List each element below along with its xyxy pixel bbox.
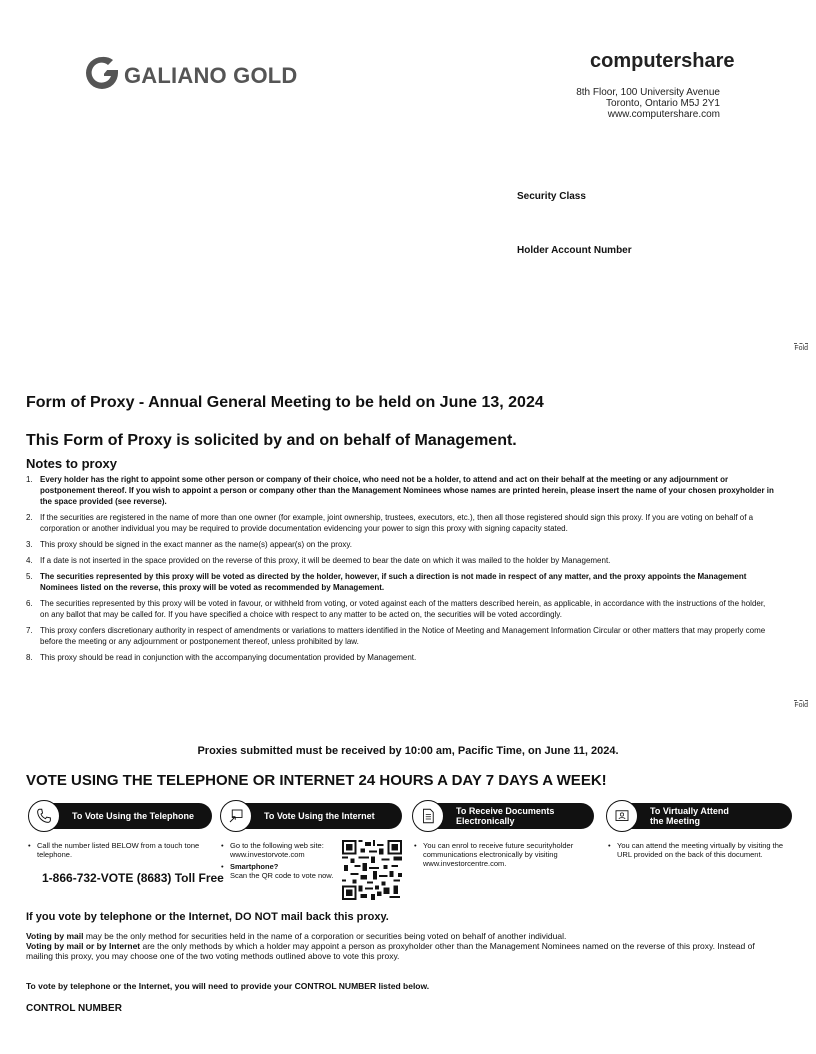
mail-voting-paragraph: Voting by mail may be the only method for securities held in the name of a corporation or securities being voted on behalf of another individual. Voting by mail or by Internet are the only methods by which a holder may appoint a person as proxyholder other than the Management Nominees named on the reverse of this proxy. Instead of mailing this proxy, you may choose one of the two voting methods outlined above to vote this proxy. (26, 931, 755, 961)
page-subtitle: This Form of Proxy is solicited by and on behalf of Management. (26, 432, 517, 449)
do-not-mail-warning: If you vote by telephone or the Internet, DO NOT mail back this proxy. (26, 911, 389, 923)
virtual-option-label: To Virtually Attend the Meeting (622, 803, 792, 829)
computershare-address (576, 87, 720, 120)
qr-code[interactable] (342, 840, 402, 900)
documents-instruction: • You can enrol to receive future securityholder communications electronically by visiting www.investorcentre.com. (414, 841, 574, 868)
toll-free-number: 1-866-732-VOTE (8683) Toll Free (42, 871, 224, 885)
deadline-notice: Proxies submitted must be received by 10:00 am, Pacific Time, on June 11, 2024. (197, 745, 619, 757)
phone-icon (28, 800, 60, 832)
telephone-instruction: • Call the number listed BELOW from a touch tone telephone. (28, 841, 200, 859)
note-item: 2. If the securities are registered in the name of more than one owner (for example, joint ownership, trustees, executors, etc.), then all those registered should sign this proxy. If you are voting on behalf of a corporation or another individual you may be required to provide documentation evidencing your power to sign this proxy with signing capacity stated. (26, 513, 754, 533)
page-title: Form of Proxy - Annual General Meeting to be held on June 13, 2024 (26, 394, 544, 411)
address-line: www.computershare.com (607, 109, 720, 120)
virtual-instruction: • You can attend the meeting virtually by visiting the URL provided on the back of this document. (608, 841, 784, 859)
vote-heading: VOTE USING THE TELEPHONE OR INTERNET 24 HOURS A DAY 7 DAYS A WEEK! (26, 772, 607, 789)
note-item: 5. The securities represented by this proxy will be voted as directed by the holder, however, if such a direction is not made in respect of any matter, and the proxy appoints the Management Nominees listed on the reverse, this proxy will be voted as recommended by Management. (26, 572, 747, 592)
document-icon (412, 800, 444, 832)
notes-list (26, 474, 776, 668)
galiano-gold-logo (84, 55, 298, 91)
internet-option-label: To Vote Using the Internet (236, 803, 402, 829)
galiano-g-icon (84, 55, 120, 91)
control-number-instruction: To vote by telephone or the Internet, you will need to provide your CONTROL NUMBER listed below. (26, 981, 430, 991)
fold-mark: Fold (794, 702, 808, 709)
control-number-label: CONTROL NUMBER (26, 1003, 122, 1014)
address-line: 8th Floor, 100 University Avenue (576, 87, 720, 98)
computershare-wordmark: computershare (590, 50, 735, 72)
note-item: 3. This proxy should be signed in the exact manner as the name(s) appear(s) on the proxy. (26, 540, 353, 549)
note-item: 6. The securities represented by this proxy will be voted in favour, or withheld from voting, or voted against each of the matters described herein, as applicable, in accordance with the instructions of the holder, on any ballot that may be called for. If you have specified a choice with respect to any matter to be acted on, the securities will be voted accordingly. (26, 599, 766, 619)
holder-account-label: Holder Account Number (517, 245, 632, 256)
note-item: 8. This proxy should be read in conjunction with the accompanying documentation provided by Management. (26, 653, 417, 662)
internet-instruction: • Go to the following web site: www.investorvote.com • Smartphone? Scan the QR code to vote now. (221, 841, 334, 880)
security-class-label: Security Class (517, 191, 586, 202)
documents-option-label: To Receive Documents Electronically (428, 803, 594, 829)
note-item: 7. This proxy confers discretionary authority in respect of amendments or variations to matters identified in the Notice of Meeting and Management Information Circular or other matters that may properly come before the meeting or any adjournment or postponement thereof, unless prohibited by law. (26, 626, 766, 646)
address-line: Toronto, Ontario M5J 2Y1 (606, 98, 720, 109)
note-item: 4. If a date is not inserted in the space provided on the reverse of this proxy, it will be deemed to bear the date on which it was mailed to the holder by Management. (26, 556, 611, 565)
telephone-option-label: To Vote Using the Telephone (44, 803, 212, 829)
note-item: 1. Every holder has the right to appoint some other person or company of their choice, who need not be a holder, to attend and act on their behalf at the meeting or any adjournment or postponement thereof. If you wish to appoint a person or company other than the Management Nominees whose names are printed herein, please insert the name of your chosen proxyholder in the space provided (see reverse). (26, 475, 774, 506)
notes-title: Notes to proxy (26, 456, 118, 471)
person-screen-icon (606, 800, 638, 832)
computershare-logo (590, 50, 735, 73)
cursor-screen-icon (220, 800, 252, 832)
galiano-wordmark: GALIANO GOLD (124, 63, 298, 88)
fold-mark: Fold (794, 345, 808, 352)
